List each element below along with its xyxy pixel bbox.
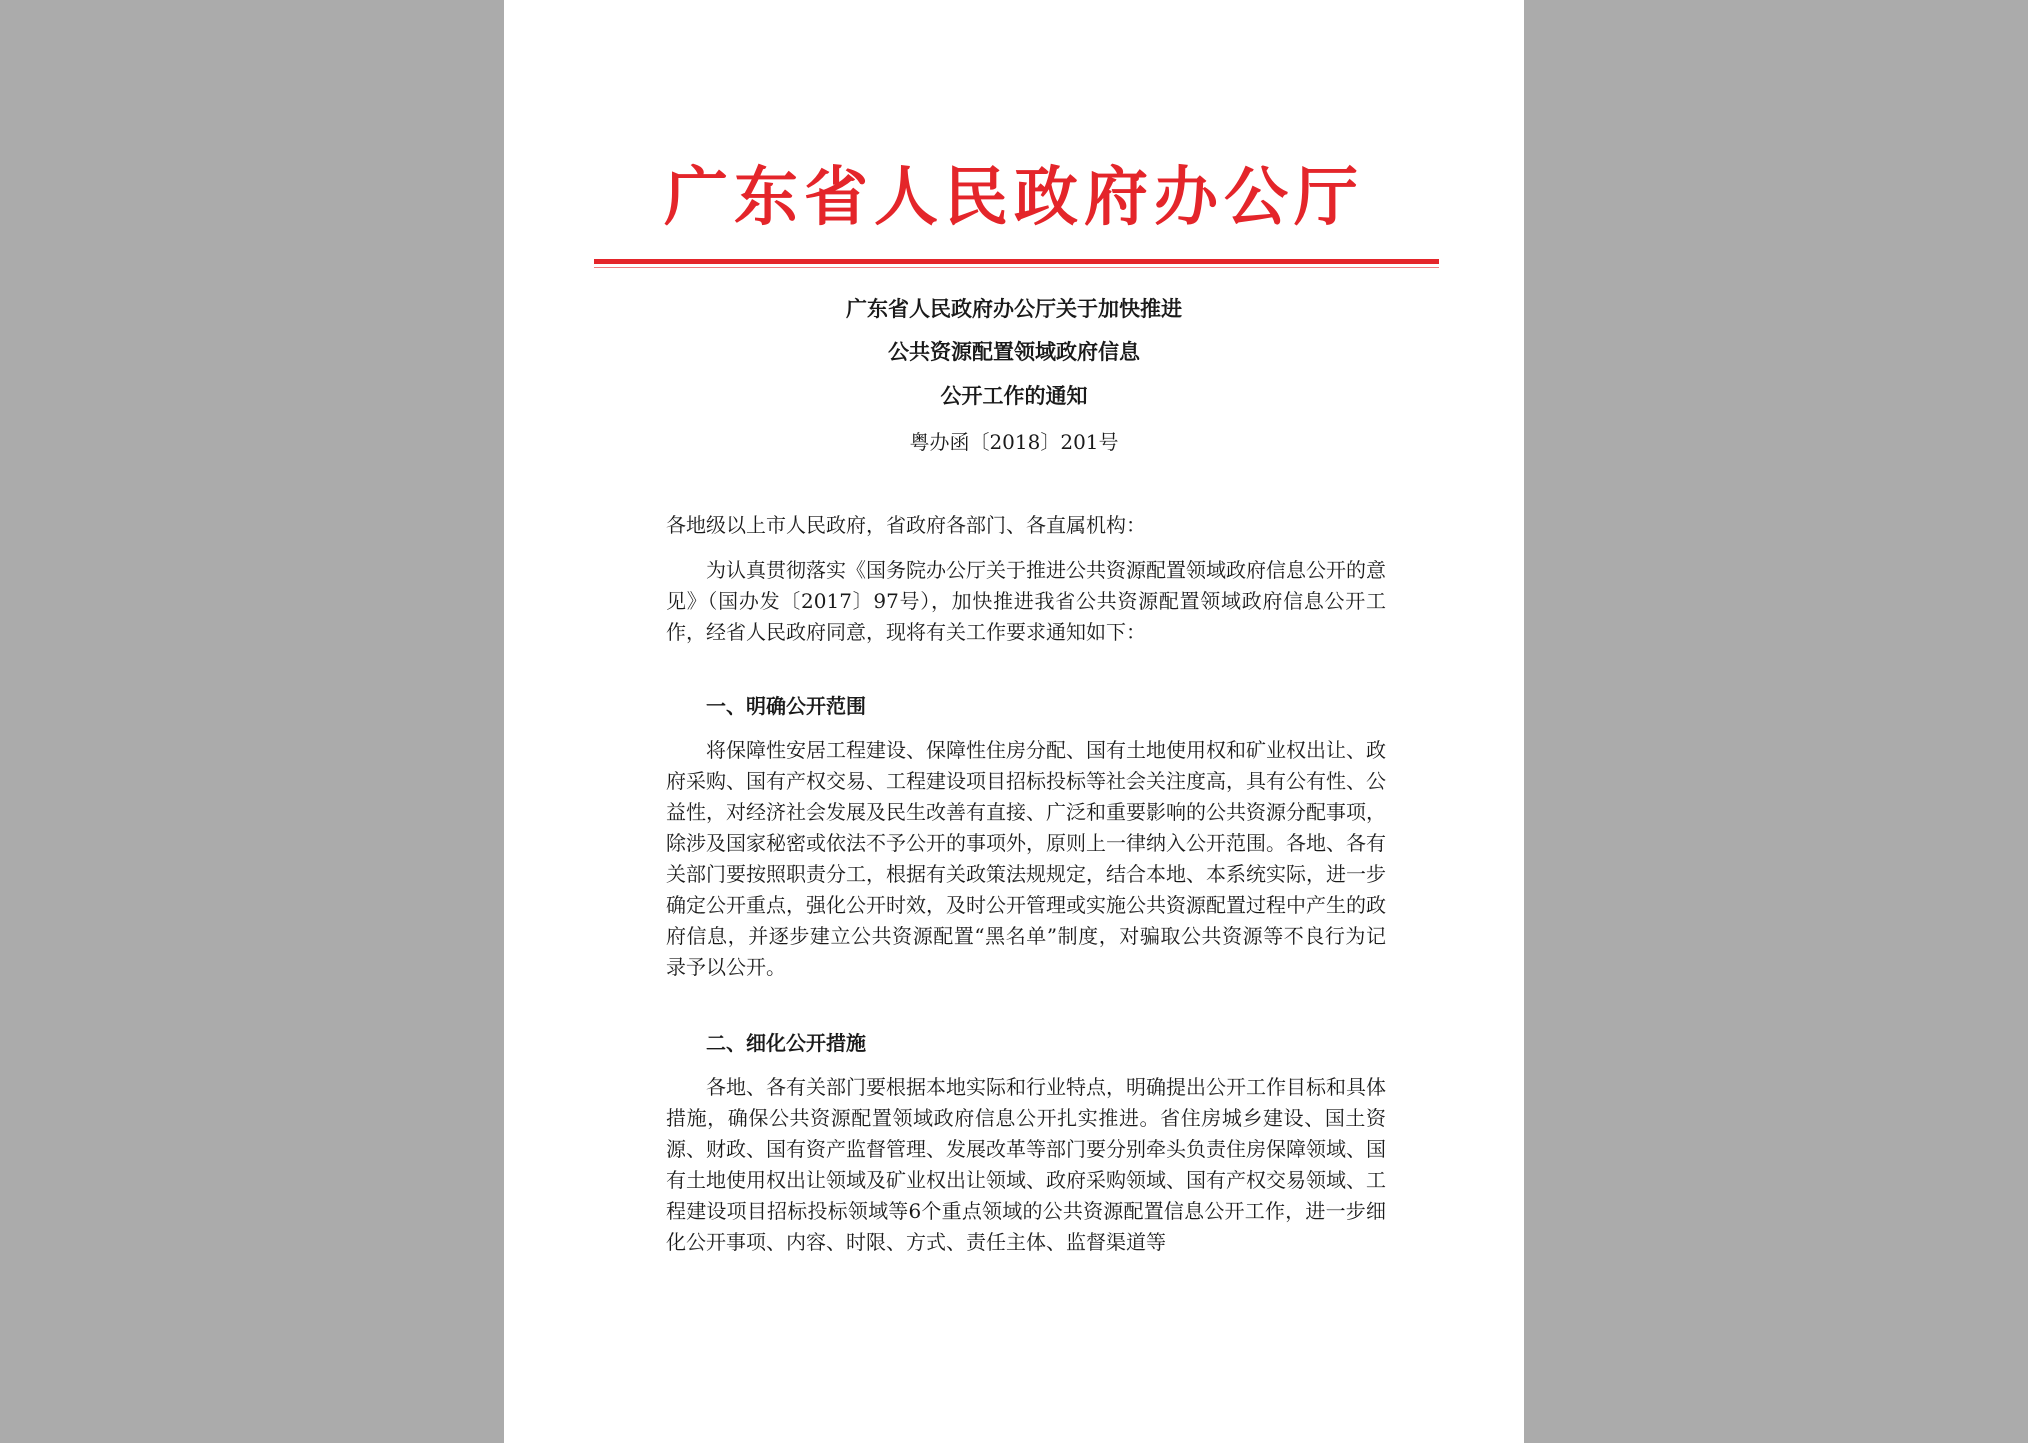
document-page (504, 0, 1524, 1443)
document-title-line-1: 广东省人民政府办公厅关于加快推进 (846, 297, 1182, 321)
document-title-line-3: 公开工作的通知 (940, 384, 1088, 408)
salutation: 各地级以上市人民政府，省政府各部门、各直属机构： (666, 513, 1146, 537)
letterhead-title: 广东省人民政府办公厅 (664, 160, 1364, 235)
document-number: 粤办函〔2018〕201号 (909, 430, 1119, 454)
letterhead-red-rule (594, 259, 1439, 264)
section-paragraph-1: 将保障性安居工程建设、保障性住房分配、国有土地使用权和矿业权出让、政府采购、国有产权交易、工程建设项目招标投标等社会关注度高，具有公有性、公益性，对经济社会发展及民生改善有直接、广泛和重要影响的公共资源分配事项，除涉及国家秘密或依法不予公开的事项外，原则上一律纳入公开范围。各地、各有关部门要按照职责分工，根据有关政策法规规定，结合本地、本系统实际，进一步确定公开重点，强化公开时效，及时公开管理或实施公共资源配置过程中产生的政府信息，并逐步建立公共资源配置“黑名单”制度，对骗取公共资源等不良行为记录予以公开。 (666, 738, 1386, 979)
section-heading-2: 二、细化公开措施 (706, 1031, 866, 1055)
intro-paragraph: 为认真贯彻落实《国务院办公厅关于推进公共资源配置领域政府信息公开的意见》（国办发〔2017〕97号），加快推进我省公共资源配置领域政府信息公开工作，经省人民政府同意，现将有关工作要求通知如下： (666, 558, 1386, 644)
section-paragraph-2: 各地、各有关部门要根据本地实际和行业特点，明确提出公开工作目标和具体措施，确保公共资源配置领域政府信息公开扎实推进。省住房城乡建设、国土资源、财政、国有资产监督管理、发展改革等部门要分别牵头负责住房保障领域、国有土地使用权出让领域及矿业权出让领域、政府采购领域、国有产权交易领域、工程建设项目招标投标领域等6个重点领域的公共资源配置信息公开工作，进一步细化公开事项、内容、时限、方式、责任主体、监督渠道等 (666, 1075, 1386, 1254)
section-heading-1: 一、明确公开范围 (706, 694, 866, 718)
letterhead-red-rule-thin (594, 267, 1439, 268)
document-title-line-2: 公共资源配置领域政府信息 (888, 340, 1140, 364)
